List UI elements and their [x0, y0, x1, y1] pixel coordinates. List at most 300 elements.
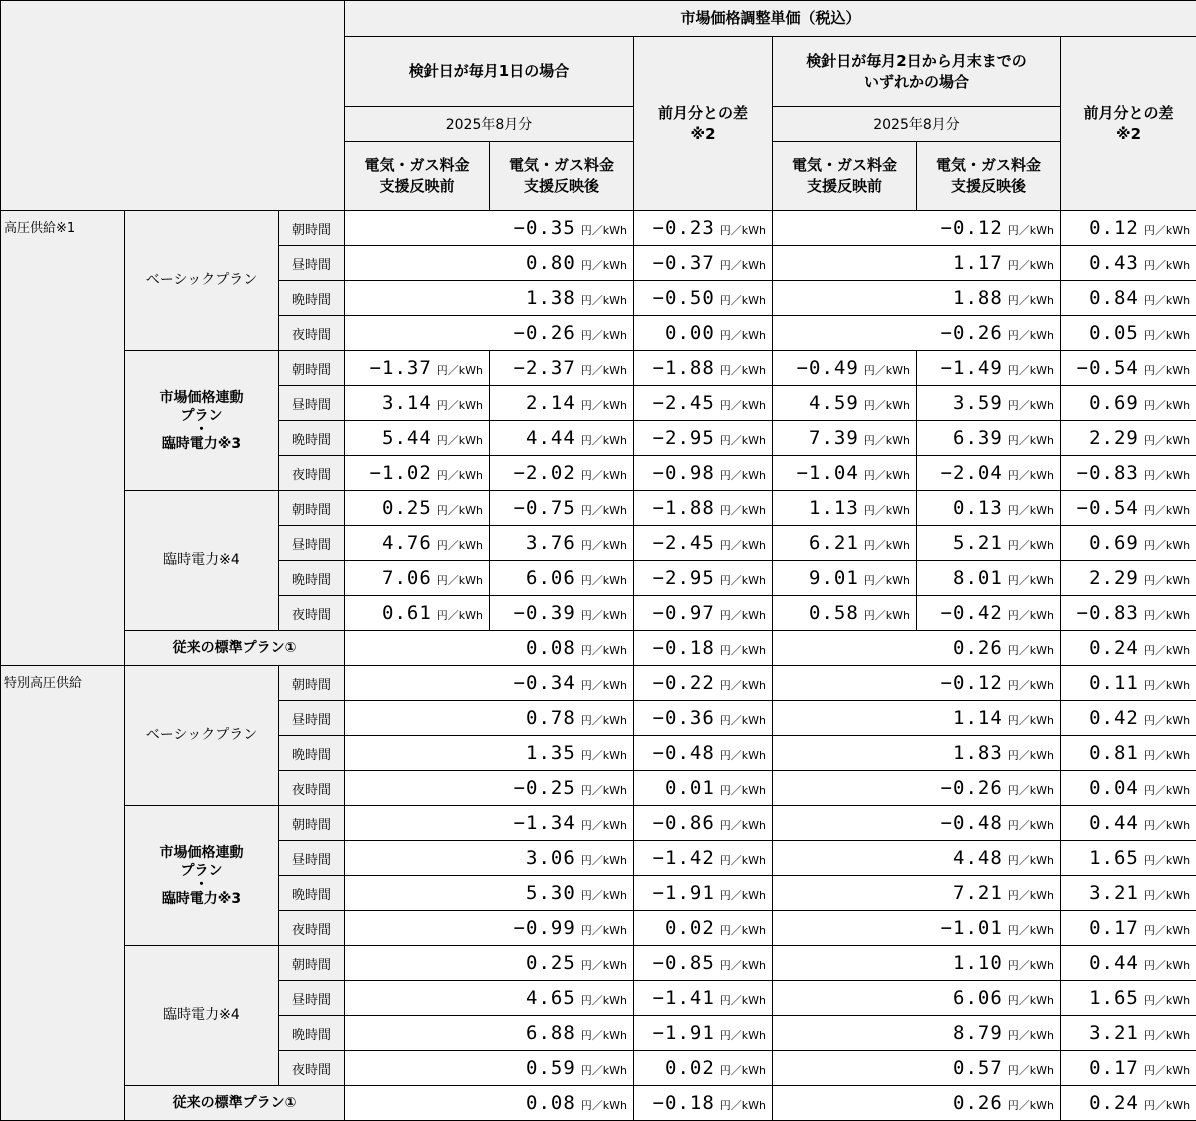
after-value-cell	[490, 491, 634, 526]
diff-value-cell	[634, 351, 773, 386]
value: 0.69	[1089, 532, 1139, 554]
value-cell	[773, 666, 1061, 701]
value: 0.02	[665, 917, 715, 939]
unit-label: 円／kWh	[720, 819, 766, 832]
diff-header-2-line1: 前月分との差	[1084, 104, 1174, 122]
diff-value-cell	[634, 421, 773, 456]
value: 1.17	[953, 252, 1003, 274]
unit-label: 円／kWh	[864, 434, 910, 447]
time-band-label: 昼時間	[279, 386, 345, 421]
unit-label: 円／kWh	[1008, 749, 1054, 762]
value: 8.01	[953, 567, 1003, 589]
after-value-cell	[490, 421, 634, 456]
unit-label: 円／kWh	[581, 889, 627, 902]
plan-name-market	[125, 806, 279, 946]
after-header-2-line1: 電気・ガス料金	[936, 156, 1041, 174]
before-header-1-line2: 支援反映前	[380, 177, 455, 195]
after-value-cell	[490, 561, 634, 596]
unit-label: 円／kWh	[720, 294, 766, 307]
unit-label: 円／kWh	[581, 329, 627, 342]
unit-label: 円／kWh	[720, 1099, 766, 1112]
value: −2.95	[653, 427, 715, 449]
value: 3.59	[953, 392, 1003, 414]
unit-label: 円／kWh	[1008, 1029, 1054, 1042]
diff-value-cell	[634, 631, 773, 666]
unit-label: 円／kWh	[1144, 889, 1190, 902]
unit-label: 円／kWh	[720, 399, 766, 412]
table-row	[1, 946, 1196, 981]
value: 0.11	[1089, 672, 1139, 694]
after-value-cell	[917, 456, 1061, 491]
diff-value-cell	[1061, 1016, 1196, 1051]
after-value-cell	[917, 491, 1061, 526]
plan-name-temp: 臨時電力※4	[125, 946, 279, 1086]
unit-label: 円／kWh	[1008, 1064, 1054, 1077]
plan-name-line: 臨時電力※3	[162, 436, 241, 452]
time-band-label: 晩時間	[279, 1016, 345, 1051]
unit-label: 円／kWh	[720, 714, 766, 727]
unit-label: 円／kWh	[720, 1029, 766, 1042]
diff-value-cell	[1061, 736, 1196, 771]
unit-label: 円／kWh	[720, 364, 766, 377]
unit-label: 円／kWh	[720, 329, 766, 342]
period-header-2: 2025年8月分	[773, 107, 1061, 142]
value: 3.21	[1089, 1022, 1139, 1044]
unit-label: 円／kWh	[581, 959, 627, 972]
diff-value-cell	[634, 911, 773, 946]
value: −0.42	[941, 602, 1003, 624]
diff-header-2-line2: ※2	[1116, 125, 1141, 143]
unit-label: 円／kWh	[720, 959, 766, 972]
unit-label: 円／kWh	[1144, 434, 1190, 447]
value-cell	[773, 876, 1061, 911]
time-band-label: 朝時間	[279, 211, 345, 246]
unit-label: 円／kWh	[1008, 574, 1054, 587]
value-cell	[345, 1086, 634, 1121]
unit-label: 円／kWh	[437, 504, 483, 517]
unit-label: 円／kWh	[720, 644, 766, 657]
value: −0.37	[653, 252, 715, 274]
value-cell	[345, 701, 634, 736]
diff-value-cell	[634, 946, 773, 981]
diff-value-cell	[1061, 246, 1196, 281]
time-band-label: 夜時間	[279, 316, 345, 351]
before-header-1-line1: 電気・ガス料金	[365, 156, 470, 174]
diff-value-cell	[1061, 281, 1196, 316]
value-cell	[345, 876, 634, 911]
plan-name-basic: ベーシックプラン	[125, 211, 279, 351]
before-value-cell	[345, 421, 490, 456]
diff-value-cell	[1061, 806, 1196, 841]
unit-label: 円／kWh	[581, 1029, 627, 1042]
diff-value-cell	[1061, 456, 1196, 491]
unit-label: 円／kWh	[581, 819, 627, 832]
value: 0.17	[1089, 1057, 1139, 1079]
value: 0.25	[526, 952, 576, 974]
diff-value-cell	[1061, 1051, 1196, 1086]
value: −0.49	[797, 357, 859, 379]
unit-label: 円／kWh	[1008, 959, 1054, 972]
value: 0.26	[953, 1092, 1003, 1114]
value: 1.88	[953, 287, 1003, 309]
value-cell	[773, 946, 1061, 981]
value: 6.88	[526, 1022, 576, 1044]
diff-value-cell	[634, 1086, 773, 1121]
value: 0.61	[382, 602, 432, 624]
after-header-1-line2: 支援反映後	[524, 177, 599, 195]
value: −0.98	[653, 462, 715, 484]
value: −0.48	[941, 812, 1003, 834]
value: 0.24	[1089, 1092, 1139, 1114]
value: 0.43	[1089, 252, 1139, 274]
value: 7.39	[809, 427, 859, 449]
value: −1.02	[370, 462, 432, 484]
diff-value-cell	[634, 771, 773, 806]
unit-label: 円／kWh	[1144, 854, 1190, 867]
value: 0.84	[1089, 287, 1139, 309]
time-band-label: 昼時間	[279, 246, 345, 281]
value: 0.58	[809, 602, 859, 624]
value: −0.48	[653, 742, 715, 764]
unit-label: 円／kWh	[1008, 399, 1054, 412]
unit-label: 円／kWh	[581, 504, 627, 517]
before-header-2	[773, 142, 917, 211]
value: 0.04	[1089, 777, 1139, 799]
unit-label: 円／kWh	[581, 609, 627, 622]
diff-value-cell	[1061, 526, 1196, 561]
diff-value-cell	[634, 701, 773, 736]
diff-value-cell	[1061, 631, 1196, 666]
table-row	[1, 666, 1196, 701]
unit-label: 円／kWh	[1008, 469, 1054, 482]
value: −0.34	[514, 672, 576, 694]
value: 8.79	[953, 1022, 1003, 1044]
value: −0.99	[514, 917, 576, 939]
time-band-label: 夜時間	[279, 911, 345, 946]
unit-label: 円／kWh	[1144, 364, 1190, 377]
unit-label: 円／kWh	[1008, 854, 1054, 867]
value: −0.39	[514, 602, 576, 624]
value: −0.18	[653, 637, 715, 659]
plan-name-line: プラン	[181, 408, 223, 424]
diff-value-cell	[634, 841, 773, 876]
before-header-2-line1: 電気・ガス料金	[792, 156, 897, 174]
unit-label: 円／kWh	[864, 364, 910, 377]
value: −1.91	[653, 882, 715, 904]
diff-value-cell	[1061, 946, 1196, 981]
time-band-label: 晩時間	[279, 736, 345, 771]
value: −1.88	[653, 357, 715, 379]
value: 0.57	[953, 1057, 1003, 1079]
diff-value-cell	[634, 491, 773, 526]
unit-label: 円／kWh	[1144, 609, 1190, 622]
unit-label: 円／kWh	[437, 399, 483, 412]
unit-label: 円／kWh	[1144, 784, 1190, 797]
value: 1.14	[953, 707, 1003, 729]
unit-label: 円／kWh	[720, 469, 766, 482]
unit-label: 円／kWh	[1144, 574, 1190, 587]
unit-label: 円／kWh	[720, 924, 766, 937]
diff-value-cell	[1061, 876, 1196, 911]
value: −0.25	[514, 777, 576, 799]
time-band-label: 夜時間	[279, 1051, 345, 1086]
value: 5.21	[953, 532, 1003, 554]
unit-label: 円／kWh	[1144, 294, 1190, 307]
after-header-2	[917, 142, 1061, 211]
group2-header	[773, 37, 1061, 107]
unit-label: 円／kWh	[1144, 399, 1190, 412]
time-band-label: 朝時間	[279, 946, 345, 981]
unit-label: 円／kWh	[1008, 224, 1054, 237]
value: 0.05	[1089, 322, 1139, 344]
diff-value-cell	[634, 211, 773, 246]
value-cell	[345, 1051, 634, 1086]
diff-value-cell	[634, 736, 773, 771]
unit-label: 円／kWh	[720, 259, 766, 272]
unit-label: 円／kWh	[1144, 994, 1190, 1007]
unit-label: 円／kWh	[720, 504, 766, 517]
value: −0.12	[941, 672, 1003, 694]
before-header-1	[345, 142, 490, 211]
table-row	[1, 806, 1196, 841]
unit-label: 円／kWh	[864, 399, 910, 412]
value: 4.48	[953, 847, 1003, 869]
unit-label: 円／kWh	[581, 924, 627, 937]
value: −2.04	[941, 462, 1003, 484]
table-row	[1, 351, 1196, 386]
value-cell	[773, 246, 1061, 281]
value: −0.54	[1077, 357, 1139, 379]
unit-label: 円／kWh	[864, 574, 910, 587]
diff-header-1	[634, 37, 773, 211]
diff-value-cell	[1061, 911, 1196, 946]
diff-header-2	[1061, 37, 1196, 211]
unit-label: 円／kWh	[1144, 1029, 1190, 1042]
value: −0.50	[653, 287, 715, 309]
diff-value-cell	[634, 1051, 773, 1086]
before-value-cell	[773, 456, 917, 491]
diff-value-cell	[634, 456, 773, 491]
time-band-label: 朝時間	[279, 666, 345, 701]
time-band-label: 晩時間	[279, 876, 345, 911]
after-value-cell	[490, 386, 634, 421]
unit-label: 円／kWh	[1008, 259, 1054, 272]
unit-label: 円／kWh	[720, 679, 766, 692]
unit-label: 円／kWh	[1008, 819, 1054, 832]
time-band-label: 朝時間	[279, 491, 345, 526]
unit-label: 円／kWh	[581, 224, 627, 237]
unit-label: 円／kWh	[1144, 259, 1190, 272]
value: 0.08	[526, 1092, 576, 1114]
value-cell	[773, 771, 1061, 806]
after-value-cell	[490, 351, 634, 386]
value-cell	[345, 631, 634, 666]
time-band-label: 昼時間	[279, 981, 345, 1016]
unit-label: 円／kWh	[864, 504, 910, 517]
value-cell	[345, 1016, 634, 1051]
value: 4.76	[382, 532, 432, 554]
unit-label: 円／kWh	[1008, 539, 1054, 552]
time-band-label: 晩時間	[279, 421, 345, 456]
before-value-cell	[773, 421, 917, 456]
unit-label: 円／kWh	[1144, 924, 1190, 937]
value: −0.12	[941, 217, 1003, 239]
diff-value-cell	[1061, 491, 1196, 526]
group2-header-line2: いずれかの場合	[864, 73, 969, 91]
after-value-cell	[917, 421, 1061, 456]
diff-value-cell	[1061, 1086, 1196, 1121]
period-header-1: 2025年8月分	[345, 107, 634, 142]
plan-name-line: 市場価格連動	[160, 390, 244, 406]
value: 9.01	[809, 567, 859, 589]
diff-value-cell	[634, 281, 773, 316]
before-value-cell	[773, 561, 917, 596]
value: 3.14	[382, 392, 432, 414]
value: −0.54	[1077, 497, 1139, 519]
value: −2.02	[514, 462, 576, 484]
value: 0.44	[1089, 812, 1139, 834]
after-value-cell	[490, 596, 634, 631]
unit-label: 円／kWh	[1008, 644, 1054, 657]
value: 1.65	[1089, 987, 1139, 1009]
plan-name-line: 市場価格連動	[160, 845, 244, 861]
value: −0.36	[653, 707, 715, 729]
value: −0.35	[514, 217, 576, 239]
value: −2.45	[653, 392, 715, 414]
diff-value-cell	[634, 386, 773, 421]
unit-label: 円／kWh	[1008, 889, 1054, 902]
value: 0.81	[1089, 742, 1139, 764]
value: −1.04	[797, 462, 859, 484]
value: 0.02	[665, 1057, 715, 1079]
value: 0.08	[526, 637, 576, 659]
unit-label: 円／kWh	[581, 399, 627, 412]
before-value-cell	[773, 526, 917, 561]
value-cell	[773, 1086, 1061, 1121]
unit-label: 円／kWh	[720, 574, 766, 587]
value: 0.80	[526, 252, 576, 274]
value: 1.13	[809, 497, 859, 519]
before-value-cell	[773, 491, 917, 526]
after-header-1	[490, 142, 634, 211]
unit-label: 円／kWh	[437, 364, 483, 377]
unit-label: 円／kWh	[1008, 609, 1054, 622]
unit-label: 円／kWh	[1144, 329, 1190, 342]
diff-value-cell	[634, 246, 773, 281]
unit-label: 円／kWh	[1008, 434, 1054, 447]
group2-header-line1: 検針日が毎月2日から月末までの	[806, 52, 1026, 70]
unit-label: 円／kWh	[581, 854, 627, 867]
value-cell	[773, 211, 1061, 246]
value-cell	[345, 211, 634, 246]
value: −0.22	[653, 672, 715, 694]
time-band-label: 晩時間	[279, 561, 345, 596]
unit-label: 円／kWh	[720, 539, 766, 552]
value: −0.23	[653, 217, 715, 239]
value: −0.18	[653, 1092, 715, 1114]
time-band-label: 昼時間	[279, 526, 345, 561]
value: 0.59	[526, 1057, 576, 1079]
diff-value-cell	[1061, 841, 1196, 876]
plan-name-temp: 臨時電力※4	[125, 491, 279, 631]
unit-label: 円／kWh	[1144, 959, 1190, 972]
value: 0.24	[1089, 637, 1139, 659]
unit-label: 円／kWh	[581, 469, 627, 482]
value: 0.13	[953, 497, 1003, 519]
unit-label: 円／kWh	[864, 539, 910, 552]
value-cell	[773, 911, 1061, 946]
unit-label: 円／kWh	[581, 574, 627, 587]
value-cell	[773, 316, 1061, 351]
table-row	[1, 631, 1196, 666]
unit-label: 円／kWh	[581, 784, 627, 797]
value: 4.44	[526, 427, 576, 449]
diff-value-cell	[1061, 421, 1196, 456]
value: −1.88	[653, 497, 715, 519]
value: 0.44	[1089, 952, 1139, 974]
diff-value-cell	[634, 1016, 773, 1051]
diff-header-1-line1: 前月分との差	[658, 104, 748, 122]
unit-label: 円／kWh	[1008, 784, 1054, 797]
before-value-cell	[345, 386, 490, 421]
value: 2.14	[526, 392, 576, 414]
unit-label: 円／kWh	[864, 469, 910, 482]
unit-label: 円／kWh	[581, 714, 627, 727]
unit-label: 円／kWh	[1008, 329, 1054, 342]
time-band-label: 夜時間	[279, 456, 345, 491]
value: −1.37	[370, 357, 432, 379]
value-cell	[773, 631, 1061, 666]
time-band-label: 昼時間	[279, 701, 345, 736]
value: −0.83	[1077, 602, 1139, 624]
plan-name-line: 臨時電力※3	[162, 891, 241, 907]
supply-section-label: 高圧供給※1	[1, 211, 125, 666]
unit-label: 円／kWh	[437, 469, 483, 482]
value: 0.69	[1089, 392, 1139, 414]
value-cell	[345, 981, 634, 1016]
unit-label: 円／kWh	[1144, 1064, 1190, 1077]
value: −0.83	[1077, 462, 1139, 484]
unit-label: 円／kWh	[581, 1099, 627, 1112]
unit-label: 円／kWh	[581, 259, 627, 272]
value-cell	[773, 806, 1061, 841]
after-value-cell	[917, 351, 1061, 386]
after-header-2-line2: 支援反映後	[951, 177, 1026, 195]
value-cell	[345, 946, 634, 981]
supply-section-label: 特別高圧供給	[1, 666, 125, 1121]
value: −1.42	[653, 847, 715, 869]
unit-label: 円／kWh	[437, 434, 483, 447]
unit-label: 円／kWh	[1008, 504, 1054, 517]
unit-label: 円／kWh	[581, 679, 627, 692]
unit-label: 円／kWh	[581, 994, 627, 1007]
unit-label: 円／kWh	[720, 609, 766, 622]
value: 4.59	[809, 392, 859, 414]
after-value-cell	[490, 526, 634, 561]
value: 2.29	[1089, 427, 1139, 449]
diff-value-cell	[634, 561, 773, 596]
value: 5.44	[382, 427, 432, 449]
value: −2.95	[653, 567, 715, 589]
value: −0.97	[653, 602, 715, 624]
value: 7.21	[953, 882, 1003, 904]
unit-label: 円／kWh	[581, 644, 627, 657]
value: −2.37	[514, 357, 576, 379]
value: 0.00	[665, 322, 715, 344]
value: 5.30	[526, 882, 576, 904]
value-cell	[773, 981, 1061, 1016]
value: −0.26	[941, 777, 1003, 799]
